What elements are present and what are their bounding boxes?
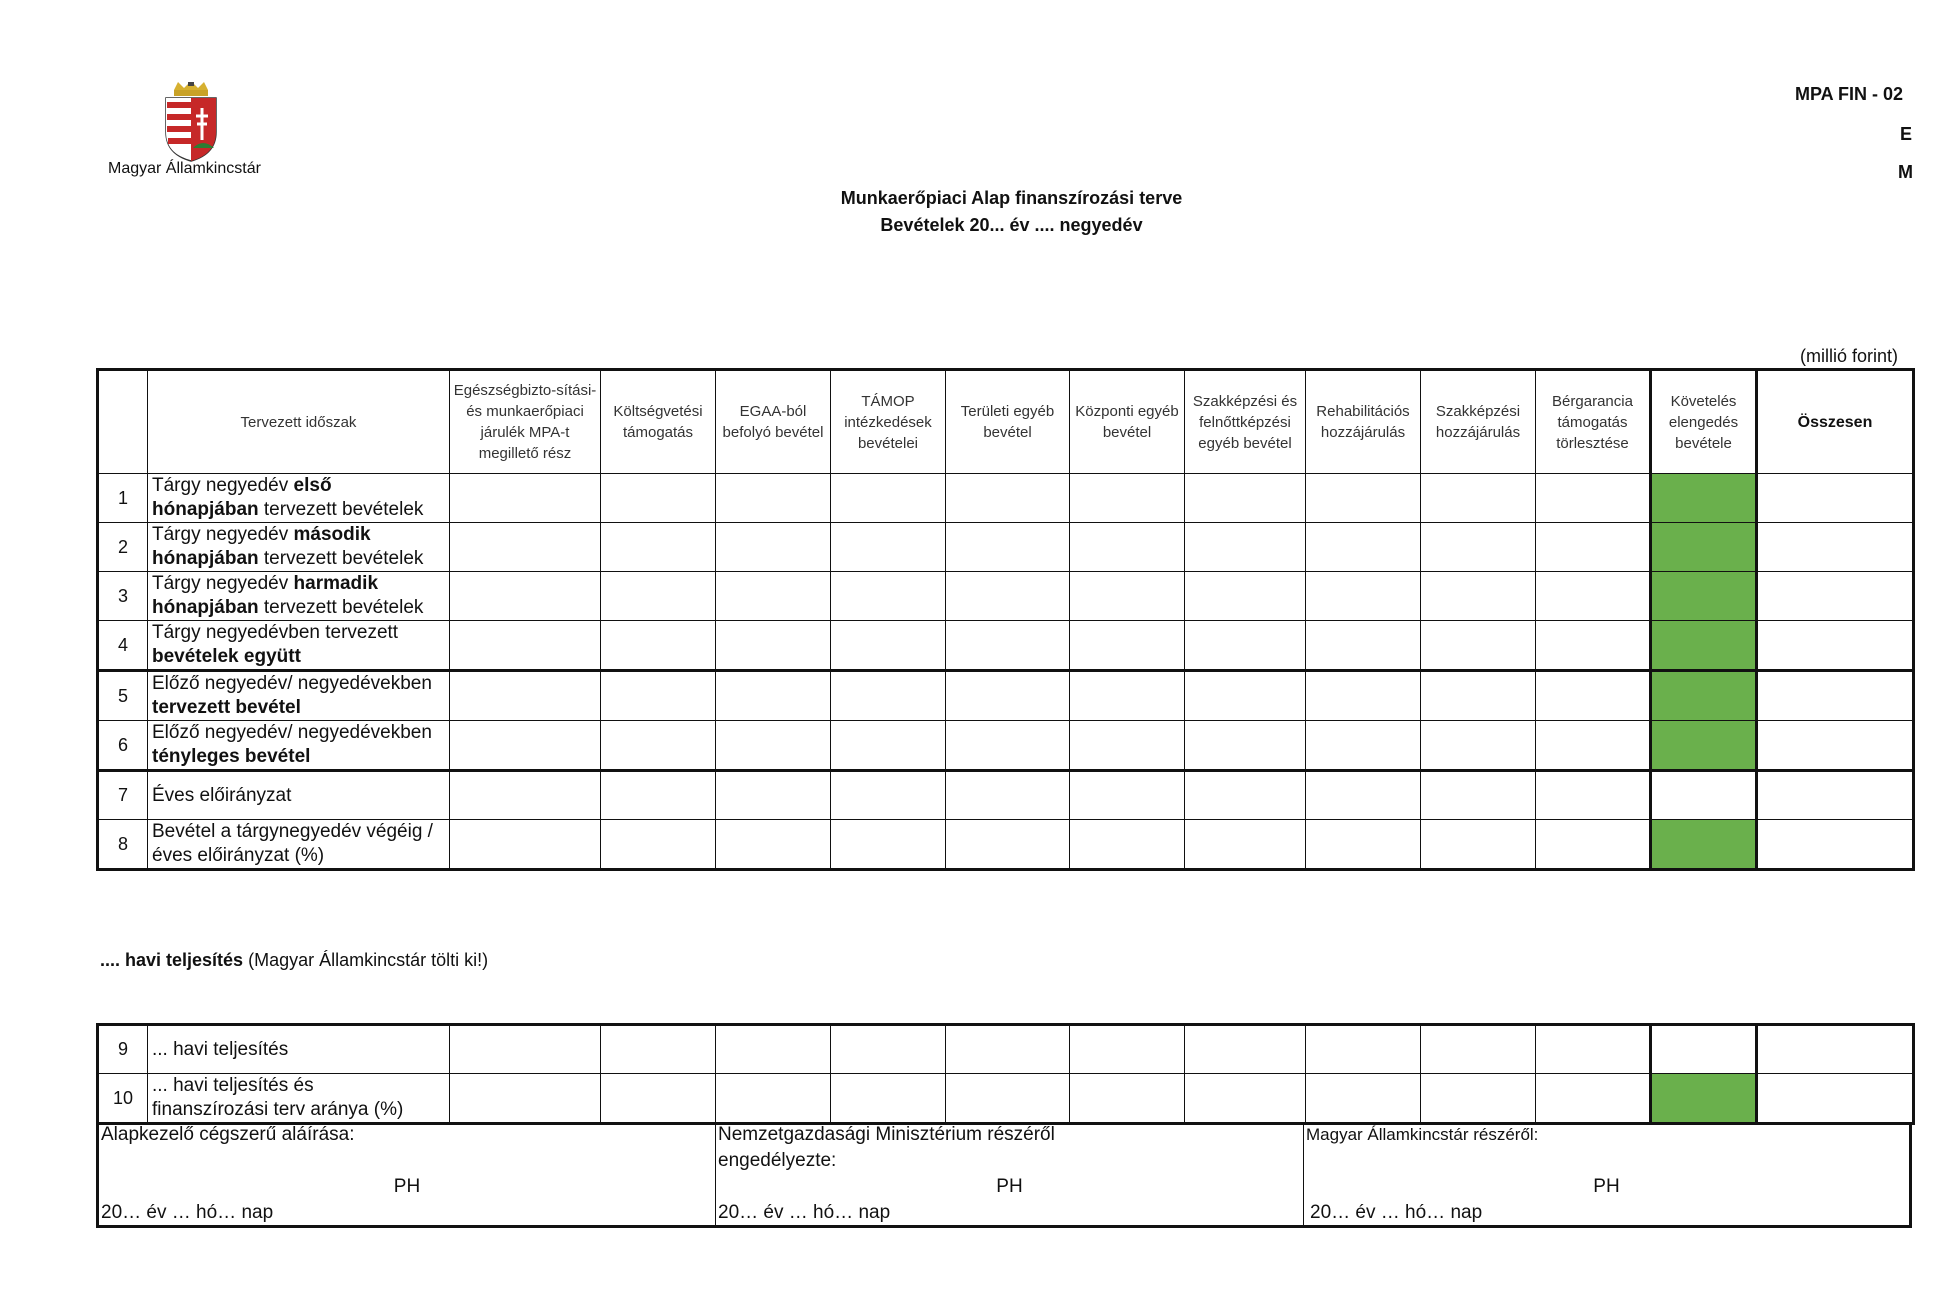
value-cell[interactable] xyxy=(1185,1025,1306,1074)
value-cell[interactable] xyxy=(601,771,716,820)
desc-line-2 xyxy=(152,498,449,522)
title-line-1: Munkaerőpiaci Alap finanszírozási terve xyxy=(840,188,1183,208)
value-cell[interactable] xyxy=(450,721,601,771)
col-header: Követelés elengedés bevétele xyxy=(1651,370,1757,474)
value-cell[interactable] xyxy=(1421,1025,1536,1074)
value-cell[interactable] xyxy=(1757,721,1914,771)
signature-heading: Magyar Államkincstár részéről: xyxy=(1306,1125,1539,1144)
value-cell[interactable] xyxy=(601,721,716,771)
value-cell-disabled xyxy=(1651,820,1757,870)
stamp-placeholder: PH xyxy=(1593,1176,1620,1197)
value-cell[interactable] xyxy=(716,621,831,671)
table-row xyxy=(98,523,1914,572)
table-row xyxy=(98,474,1914,523)
coat-of-arms-logo xyxy=(160,82,222,162)
desc-line-2 xyxy=(152,645,449,669)
value-cell[interactable] xyxy=(946,721,1070,771)
monthly-row xyxy=(98,1074,1914,1124)
row-description xyxy=(148,572,450,621)
col-header: Tervezett időszak xyxy=(148,370,450,474)
value-cell[interactable] xyxy=(1185,621,1306,671)
value-cell[interactable] xyxy=(1421,474,1536,523)
value-cell[interactable] xyxy=(1306,621,1421,671)
value-cell[interactable] xyxy=(450,523,601,572)
organization-name: Magyar Államkincstár xyxy=(108,160,261,177)
desc-text: tervezett bevételek xyxy=(258,499,424,520)
desc-emphasis: bevételek együtt xyxy=(152,646,301,667)
stamp-placeholder: PH xyxy=(996,1176,1023,1197)
value-cell[interactable] xyxy=(716,1074,831,1124)
value-cell[interactable] xyxy=(716,721,831,771)
value-cell-disabled xyxy=(1651,474,1757,523)
desc-emphasis: első xyxy=(293,475,332,496)
document-title xyxy=(0,185,1933,239)
value-cell[interactable] xyxy=(1185,771,1306,820)
value-cell[interactable] xyxy=(1070,771,1185,820)
col-header: EGAA-ból befolyó bevétel xyxy=(716,370,831,474)
value-cell[interactable] xyxy=(1070,474,1185,523)
value-cell[interactable] xyxy=(831,671,946,721)
value-cell[interactable] xyxy=(601,572,716,621)
value-cell[interactable] xyxy=(716,820,831,870)
table-row xyxy=(98,721,1914,771)
value-cell[interactable] xyxy=(831,523,946,572)
row-description xyxy=(148,621,450,671)
signature-block xyxy=(96,1122,1912,1228)
value-cell[interactable] xyxy=(831,1074,946,1124)
value-cell[interactable] xyxy=(1757,820,1914,870)
desc-text: Előző negyedév/ negyedévekben xyxy=(152,673,432,694)
desc-line-2 xyxy=(152,745,449,769)
value-cell[interactable] xyxy=(601,523,716,572)
col-header-num xyxy=(98,370,148,474)
value-cell[interactable] xyxy=(946,572,1070,621)
value-cell[interactable] xyxy=(716,572,831,621)
desc-text: Tárgy negyedév xyxy=(152,475,294,496)
value-cell[interactable] xyxy=(1536,771,1651,820)
value-cell[interactable] xyxy=(1421,621,1536,671)
row-number: 2 xyxy=(98,523,148,572)
value-cell[interactable] xyxy=(1185,721,1306,771)
row-number: 7 xyxy=(98,771,148,820)
value-cell[interactable] xyxy=(831,721,946,771)
row-number: 5 xyxy=(98,671,148,721)
value-cell[interactable] xyxy=(1651,1025,1757,1074)
desc-line-1 xyxy=(152,572,449,596)
desc-text: éves előirányzat (%) xyxy=(152,845,325,866)
table-row xyxy=(98,572,1914,621)
value-cell[interactable] xyxy=(1185,1074,1306,1124)
value-cell[interactable] xyxy=(1185,523,1306,572)
desc-line-1 xyxy=(152,474,449,498)
value-cell[interactable] xyxy=(716,671,831,721)
value-cell[interactable] xyxy=(1306,771,1421,820)
desc-text: tervezett bevételek xyxy=(258,548,424,569)
value-cell[interactable] xyxy=(601,474,716,523)
row-description xyxy=(148,1025,450,1074)
desc-emphasis: hónapjában xyxy=(152,597,259,618)
col-header: Költségvetési támogatás xyxy=(601,370,716,474)
desc-line-2 xyxy=(152,596,449,620)
desc-text: Tárgy negyedév xyxy=(152,524,294,545)
value-cell[interactable] xyxy=(946,621,1070,671)
value-cell[interactable] xyxy=(1070,1025,1185,1074)
mark-m: M xyxy=(1898,162,1913,182)
value-cell[interactable] xyxy=(946,671,1070,721)
value-cell[interactable] xyxy=(1306,572,1421,621)
value-cell[interactable] xyxy=(1536,721,1651,771)
signature-fund-manager xyxy=(99,1122,715,1225)
value-cell[interactable] xyxy=(1536,621,1651,671)
value-cell[interactable] xyxy=(1757,671,1914,721)
value-cell[interactable] xyxy=(1070,671,1185,721)
value-cell-disabled xyxy=(1651,721,1757,771)
desc-text: Éves előirányzat xyxy=(152,784,292,806)
row-number: 1 xyxy=(98,474,148,523)
value-cell[interactable] xyxy=(450,771,601,820)
value-cell[interactable] xyxy=(601,820,716,870)
value-cell[interactable] xyxy=(1757,523,1914,572)
table-row xyxy=(98,820,1914,870)
desc-text: tervezett bevételek xyxy=(258,597,424,618)
desc-line-1 xyxy=(152,523,449,547)
signature-treasury xyxy=(1303,1122,1909,1225)
table-row xyxy=(98,671,1914,721)
signature-heading: Nemzetgazdasági Minisztérium részéről engedélyezte: xyxy=(718,1124,1055,1171)
row-number: 3 xyxy=(98,572,148,621)
stamp-placeholder: PH xyxy=(393,1176,421,1197)
value-cell[interactable] xyxy=(450,474,601,523)
value-cell[interactable] xyxy=(946,820,1070,870)
row-description xyxy=(148,523,450,572)
monthly-section-label xyxy=(100,950,488,971)
value-cell[interactable] xyxy=(1070,621,1185,671)
row-number: 9 xyxy=(98,1025,148,1074)
value-cell[interactable] xyxy=(450,671,601,721)
desc-line-2: finanszírozási terv aránya (%) xyxy=(152,1099,404,1120)
mark-e: E xyxy=(1900,124,1913,144)
desc-line-2 xyxy=(152,696,449,720)
value-cell[interactable] xyxy=(601,1074,716,1124)
row-number: 4 xyxy=(98,621,148,671)
desc-line-2 xyxy=(152,844,449,868)
signature-date: 20… év … hó… nap xyxy=(718,1202,891,1223)
value-cell[interactable] xyxy=(1757,771,1914,820)
value-cell[interactable] xyxy=(1306,1074,1421,1124)
revenue-table xyxy=(96,368,1915,871)
value-cell[interactable] xyxy=(1070,721,1185,771)
value-cell[interactable] xyxy=(1421,820,1536,870)
desc-line-1 xyxy=(152,672,449,696)
value-cell[interactable] xyxy=(1536,671,1651,721)
value-cell[interactable] xyxy=(716,1025,831,1074)
header-row xyxy=(98,370,1914,474)
value-cell[interactable] xyxy=(450,1074,601,1124)
value-cell[interactable] xyxy=(601,1025,716,1074)
value-cell[interactable] xyxy=(1306,474,1421,523)
value-cell[interactable] xyxy=(831,621,946,671)
value-cell[interactable] xyxy=(1306,721,1421,771)
value-cell[interactable] xyxy=(1306,820,1421,870)
col-header: Szakképzési és felnőttképzési egyéb bevétel xyxy=(1185,370,1306,474)
value-cell[interactable] xyxy=(1185,671,1306,721)
value-cell[interactable] xyxy=(1185,474,1306,523)
desc-emphasis: hónapjában xyxy=(152,499,259,520)
value-cell[interactable] xyxy=(1536,572,1651,621)
value-cell[interactable] xyxy=(1306,1025,1421,1074)
desc-text: Bevétel a tárgynegyedév végéig / xyxy=(152,821,433,842)
row-description xyxy=(148,1074,450,1124)
value-cell[interactable] xyxy=(716,474,831,523)
value-cell[interactable] xyxy=(1757,621,1914,671)
desc-line-2 xyxy=(152,547,449,571)
value-cell[interactable] xyxy=(1185,820,1306,870)
desc-line-1 xyxy=(152,621,449,645)
value-cell[interactable] xyxy=(1536,523,1651,572)
value-cell[interactable] xyxy=(450,621,601,671)
desc-emphasis: hónapjában xyxy=(152,548,259,569)
value-cell-disabled xyxy=(1651,523,1757,572)
value-cell[interactable] xyxy=(1757,572,1914,621)
value-cell[interactable] xyxy=(1536,1025,1651,1074)
value-cell[interactable] xyxy=(450,820,601,870)
value-cell[interactable] xyxy=(1421,721,1536,771)
table-row xyxy=(98,621,1914,671)
col-header-total: Összesen xyxy=(1757,370,1914,474)
col-header: Központi egyéb bevétel xyxy=(1070,370,1185,474)
desc-line-1: ... havi teljesítés és xyxy=(152,1075,314,1096)
value-cell[interactable] xyxy=(1070,1074,1185,1124)
value-cell[interactable] xyxy=(1536,474,1651,523)
unit-label: (millió forint) xyxy=(1800,346,1899,366)
row-number: 10 xyxy=(98,1074,148,1124)
value-cell-disabled xyxy=(1651,572,1757,621)
value-cell[interactable] xyxy=(1757,1025,1914,1074)
signature-heading: Alapkezelő cégszerű aláírása: xyxy=(101,1124,355,1145)
row-description xyxy=(148,671,450,721)
value-cell-disabled xyxy=(1651,621,1757,671)
value-cell[interactable] xyxy=(716,523,831,572)
value-cell[interactable] xyxy=(1757,1074,1914,1124)
section-label-note: (Magyar Államkincstár tölti ki!) xyxy=(243,950,489,970)
value-cell[interactable] xyxy=(946,771,1070,820)
desc-emphasis: tervezett bevétel xyxy=(152,697,301,718)
row-description xyxy=(148,474,450,523)
value-cell[interactable] xyxy=(601,671,716,721)
col-header: Egészségbizto-sítási- és munkaerőpiaci járulék MPA-t megillető rész xyxy=(450,370,601,474)
signature-date: 20… év … hó… nap xyxy=(101,1202,274,1223)
signature-date: 20… év … hó… nap xyxy=(1310,1202,1483,1223)
row-description xyxy=(148,820,450,870)
value-cell[interactable] xyxy=(1421,1074,1536,1124)
value-cell[interactable] xyxy=(831,1025,946,1074)
desc-line-1 xyxy=(152,721,449,745)
value-cell[interactable] xyxy=(1651,771,1757,820)
value-cell-disabled xyxy=(1651,1074,1757,1124)
value-cell[interactable] xyxy=(1185,572,1306,621)
value-cell[interactable] xyxy=(601,621,716,671)
col-header: Bérgarancia támogatás törlesztése xyxy=(1536,370,1651,474)
value-cell[interactable] xyxy=(1421,671,1536,721)
desc-text: Előző negyedév/ negyedévekben xyxy=(152,722,432,743)
value-cell[interactable] xyxy=(450,1025,601,1074)
value-cell[interactable] xyxy=(450,572,601,621)
title-line-2: Bevételek 20... év .... negyedév xyxy=(880,215,1143,235)
value-cell[interactable] xyxy=(1306,671,1421,721)
col-header: Területi egyéb bevétel xyxy=(946,370,1070,474)
desc-line-1 xyxy=(152,784,449,808)
value-cell[interactable] xyxy=(1421,771,1536,820)
value-cell[interactable] xyxy=(946,474,1070,523)
col-header: Rehabilitációs hozzájárulás xyxy=(1306,370,1421,474)
monthly-table xyxy=(96,1023,1915,1125)
row-number: 6 xyxy=(98,721,148,771)
desc-line-1: ... havi teljesítés xyxy=(152,1038,289,1060)
value-cell-disabled xyxy=(1651,671,1757,721)
section-label-bold: .... havi teljesítés xyxy=(100,950,244,970)
col-header: TÁMOP intézkedések bevételei xyxy=(831,370,946,474)
desc-emphasis: második xyxy=(293,524,371,545)
signature-ministry xyxy=(715,1122,1303,1225)
value-cell[interactable] xyxy=(1306,523,1421,572)
table-row xyxy=(98,771,1914,820)
desc-emphasis: harmadik xyxy=(293,573,379,594)
value-cell[interactable] xyxy=(831,820,946,870)
value-cell[interactable] xyxy=(1421,572,1536,621)
value-cell[interactable] xyxy=(831,474,946,523)
value-cell[interactable] xyxy=(1070,523,1185,572)
desc-text: Tárgy negyedévben tervezett xyxy=(152,622,399,643)
value-cell[interactable] xyxy=(946,523,1070,572)
value-cell[interactable] xyxy=(1536,1074,1651,1124)
desc-emphasis: tényleges bevétel xyxy=(152,746,311,767)
row-number: 8 xyxy=(98,820,148,870)
value-cell[interactable] xyxy=(1421,523,1536,572)
form-code: MPA FIN - 02 xyxy=(1794,84,1903,104)
value-cell[interactable] xyxy=(1070,820,1185,870)
col-header: Szakképzési hozzájárulás xyxy=(1421,370,1536,474)
monthly-row xyxy=(98,1025,1914,1074)
row-description xyxy=(148,721,450,771)
value-cell[interactable] xyxy=(831,572,946,621)
value-cell[interactable] xyxy=(1757,474,1914,523)
row-description xyxy=(148,771,450,820)
value-cell[interactable] xyxy=(831,771,946,820)
value-cell[interactable] xyxy=(946,1025,1070,1074)
value-cell[interactable] xyxy=(946,1074,1070,1124)
desc-line-1 xyxy=(152,820,449,844)
desc-text: Tárgy negyedév xyxy=(152,573,294,594)
value-cell[interactable] xyxy=(1070,572,1185,621)
value-cell[interactable] xyxy=(716,771,831,820)
value-cell[interactable] xyxy=(1536,820,1651,870)
